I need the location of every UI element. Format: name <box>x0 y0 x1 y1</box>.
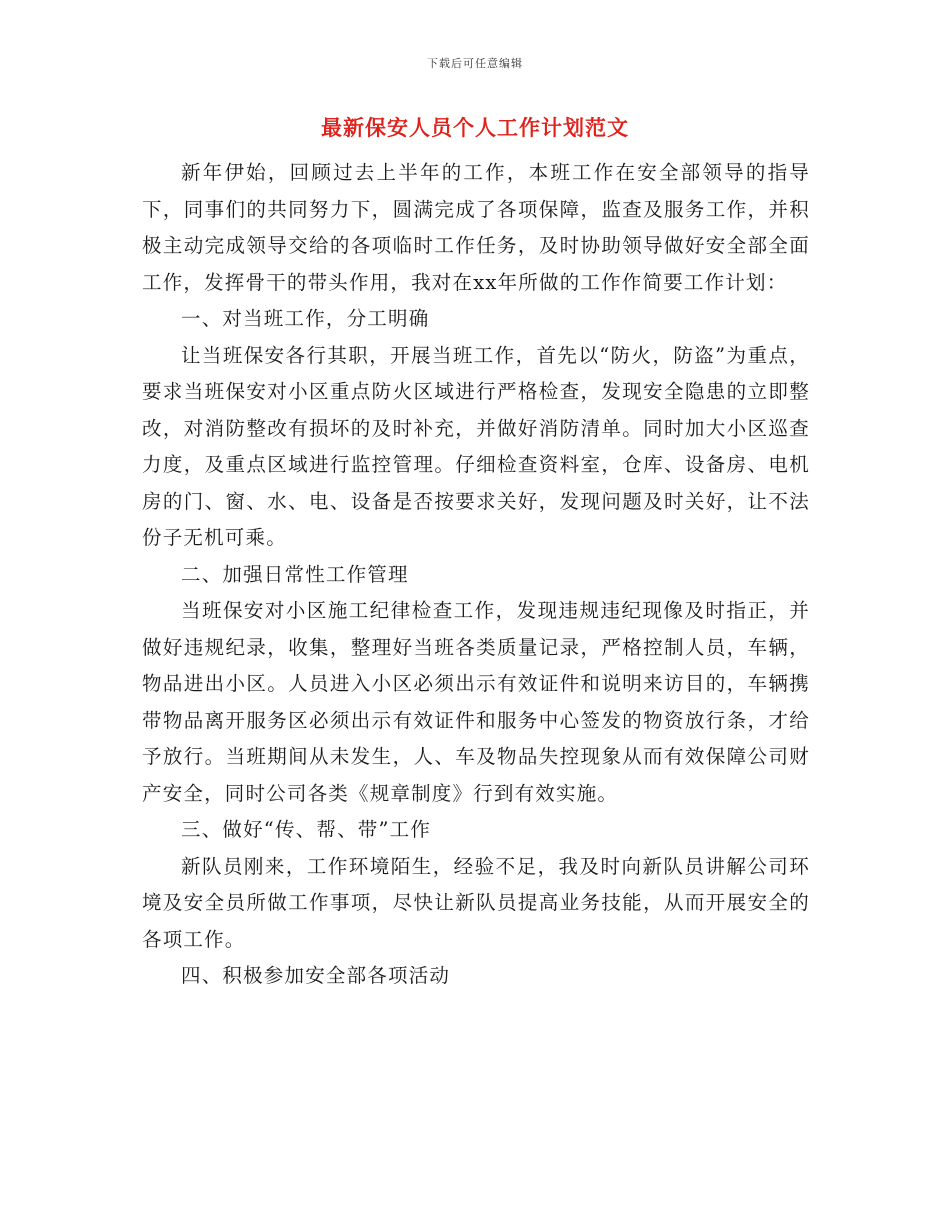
document-title: 最新保安人员个人工作计划范文 <box>321 115 629 140</box>
header-note: 下载后可任意编辑 <box>427 57 523 70</box>
document-body <box>142 155 810 995</box>
section-heading-3: 三、做好“传、帮、带”工作 <box>181 818 432 841</box>
section-heading-1: 一、对当班工作，分工明确 <box>181 307 430 330</box>
paragraph-intro: 新年伊始，回顾过去上半年的工作，本班工作在安全部领导的指导下，同事们的共同努力下，圆满完成了各项保障，监查及服务工作，并积极主动完成领导交给的各项临时工作任务，及时协助领导做好安全部全面工作，发挥骨干的带头作用，我对在xx年所做的工作作简要工作计划： <box>142 161 810 294</box>
paragraph-section-1: 让当班保安各行其职，开展当班工作，首先以“防火，防盗”为重点，要求当班保安对小区重点防火区域进行严格检查，发现安全隐患的立即整改，对消防整改有损坏的及时补充，并做好消防清单。同时加大小区巡查力度，及重点区域进行监控管理。仔细检查资料室，仓库、设备房、电机房的门、窗、水、电、设备是否按要求关好，发现问题及时关好，让不法份子无机可乘。 <box>142 343 810 549</box>
paragraph-section-2: 当班保安对小区施工纪律检查工作，发现违规违纪现像及时指正，并做好违规纪录，收集，整理好当班各类质量记录，严格控制人员，车辆，物品进出小区。人员进入小区必须出示有效证件和说明来访目的，车辆携带物品离开服务区必须出示有效证件和服务中心签发的物资放行条，才给予放行。当班期间从未发生，人、车及物品失控现象从而有效保障公司财产安全，同时公司各类《规章制度》行到有效实施。 <box>142 599 810 805</box>
section-heading-2: 二、加强日常性工作管理 <box>181 562 409 586</box>
section-heading-4: 四、积极参加安全部各项活动 <box>181 964 451 987</box>
paragraph-section-3: 新队员刚来，工作环境陌生，经验不足，我及时向新队员讲解公司环境及安全员所做工作事项，尽快让新队员提高业务技能，从而开展安全的各项工作。 <box>142 854 810 951</box>
